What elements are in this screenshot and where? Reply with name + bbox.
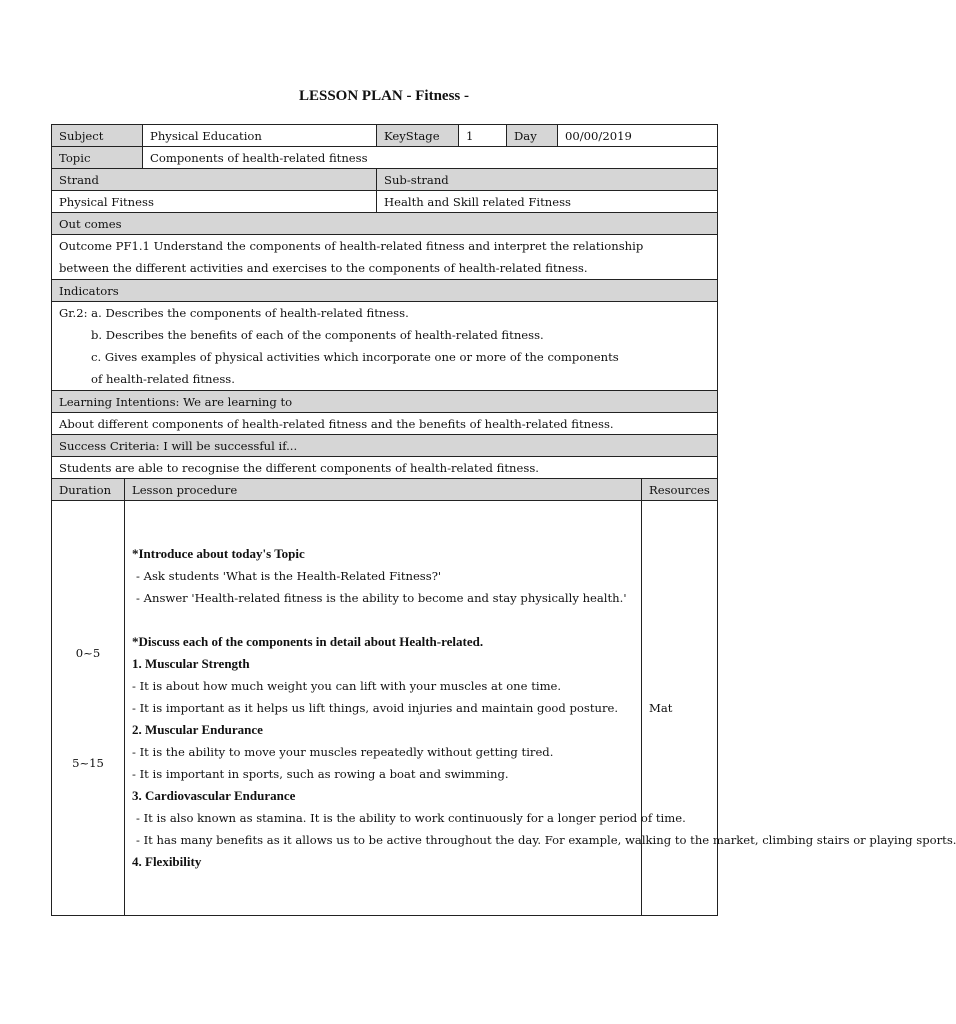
strand-value-row [52,191,718,213]
procedure-point: - Ask students 'What is the Health-Related Fitness?' [136,569,442,583]
learning-intentions-header-row [52,391,718,413]
day-value: 00/00/2019 [558,125,718,147]
topic-label: Topic [52,147,143,169]
indicator-line: of health-related fitness. [91,372,235,386]
outcomes-header-row [52,213,718,235]
lesson-plan-table [51,124,956,916]
intro-title: *Introduce about today's Topic [132,546,305,561]
keystage-label: KeyStage [377,125,459,147]
procedure-point: - Answer 'Health-related fitness is the ability to become and stay physically health.' [136,591,627,605]
indicator-line: b. Describes the benefits of each of the components of health-related fitness. [91,328,544,342]
strand-value: Physical Fitness [52,191,377,213]
procedure-point: - It is important in sports, such as rowing a boat and swimming. [132,767,509,781]
strand-label: Strand [52,169,377,191]
duration-value: 5~15 [72,756,104,770]
indicator-line: Gr.2: a. Describes the components of health-related fitness. [59,306,409,320]
component-title: 1. Muscular Strength [132,656,250,671]
keystage-value: 1 [459,125,507,147]
success-criteria-label: Success Criteria: I will be successful if... [52,435,718,457]
resources-cell [642,501,718,916]
success-criteria-value: Students are able to recognise the different components of health-related fitness. [52,457,718,479]
procedure-point: - It is also known as stamina. It is the ability to work continuously for a longer period of time. [136,811,686,825]
component-title: 3. Cardiovascular Endurance [132,788,296,803]
component-title: 4. Flexibility [132,854,202,869]
subject-label: Subject [52,125,143,147]
procedure-header-row [52,479,718,501]
indicators-label: Indicators [52,280,718,302]
learning-intentions-value: About different components of health-related fitness and the benefits of health-related fitness. [52,413,718,435]
duration-header: Duration [52,479,125,501]
subject-value: Physical Education [143,125,377,147]
discuss-title: *Discuss each of the components in detail about Health-related. [132,634,484,649]
duration-cell [52,501,125,916]
resource-item: Mat [649,701,673,715]
topic-value: Components of health-related fitness [143,147,718,169]
substrand-label: Sub-strand [377,169,718,191]
success-criteria-header-row [52,435,718,457]
procedure-header: Lesson procedure [125,479,642,501]
outcome-line: between the different activities and exercises to the components of health-related fitness. [59,261,588,275]
outcomes-label: Out comes [52,213,718,235]
success-criteria-row [52,457,718,479]
procedure-point: - It is about how much weight you can lift with your muscles at one time. [132,679,562,693]
indicators-text [52,302,718,391]
learning-intentions-label: Learning Intentions: We are learning to [52,391,718,413]
outcomes-row [52,235,718,280]
indicators-header-row [52,280,718,302]
subject-row [52,125,718,147]
topic-row [52,147,718,169]
day-label: Day [507,125,558,147]
procedure-point: - It is the ability to move your muscles repeatedly without getting tired. [132,745,554,759]
outcomes-text [52,235,718,280]
procedure-row [52,501,718,916]
page-title: LESSON PLAN - Fitness - [298,88,470,104]
learning-intentions-row [52,413,718,435]
procedure-point: - It has many benefits as it allows us to be active throughout the day. For example, walking to the market, climbing stairs or playing sports. [136,833,956,847]
duration-value: 0~5 [75,646,101,660]
indicators-row [52,302,718,391]
procedure-point: - It is important as it helps us lift things, avoid injuries and maintain good posture. [132,701,619,715]
strand-header-row [52,169,718,191]
substrand-value: Health and Skill related Fitness [377,191,718,213]
component-title: 2. Muscular Endurance [132,722,263,737]
indicator-line: c. Gives examples of physical activities which incorporate one or more of the components [91,350,619,364]
outcome-line: Outcome PF1.1 Understand the components of health-related fitness and interpret the relationship [59,239,644,253]
resources-header: Resources [642,479,718,501]
